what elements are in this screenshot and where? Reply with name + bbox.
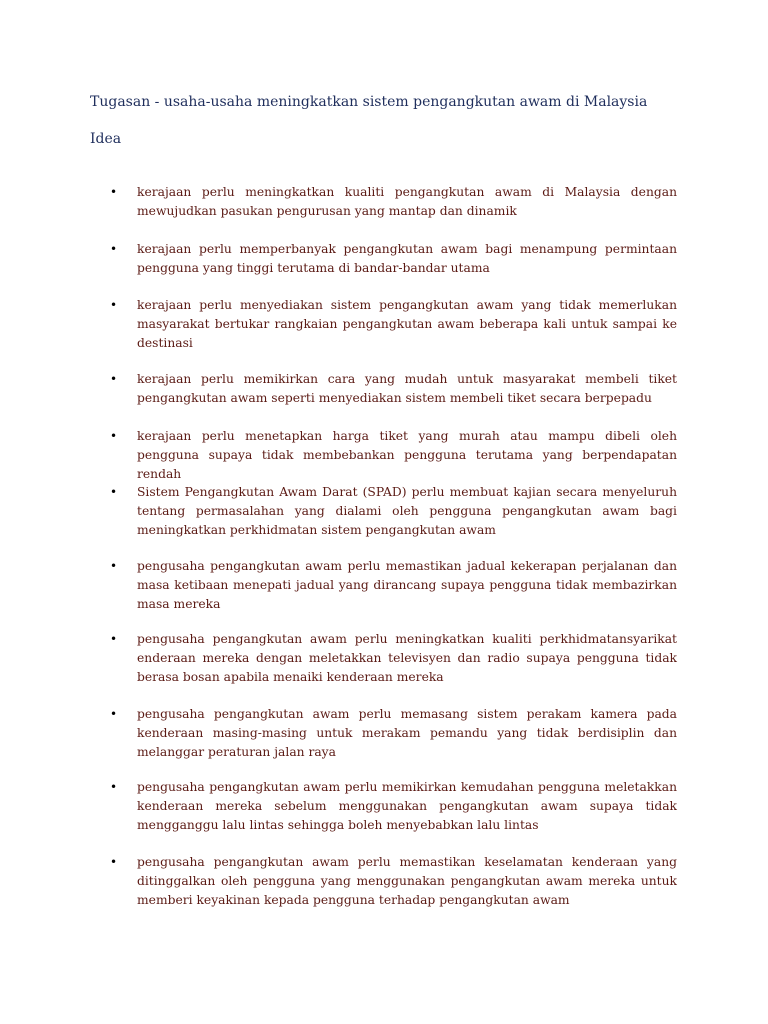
- list-item-text: kerajaan perlu menetapkan harga tiket yang murah atau mampu dibeli oleh pengguna supaya tidak membebankan pengguna terutama yang berpendapatan rendah: [137, 429, 677, 481]
- bullet-icon: •: [110, 298, 118, 312]
- list-item-text: pengusaha pengangkutan awam perlu memastikan keselamatan kenderaan yang ditinggalkan oleh pengguna yang menggunakan pengangkutan awam mereka untuk memberi keyakinan kepada pengguna terhadap pengangkutan awam: [137, 855, 677, 907]
- bullet-icon: •: [110, 707, 118, 721]
- list-item-text: pengusaha pengangkutan awam perlu meningkatkan kualiti perkhidmatansyarikat enderaan mereka dengan meletakkan televisyen dan radio supaya pengguna tidak berasa bosan apabila menaiki kenderaan mereka: [137, 632, 677, 684]
- list-item-text: pengusaha pengangkutan awam perlu memastikan jadual kekerapan perjalanan dan masa ketibaan menepati jadual yang dirancang supaya pengguna tidak membazirkan masa mereka: [137, 559, 677, 611]
- list-item-text: pengusaha pengangkutan awam perlu memikirkan kemudahan pengguna meletakkan kenderaan mereka sebelum menggunakan pengangkutan awam supaya tidak mengganggu lalu lintas sehingga boleh menyebabkan lalu lintas: [137, 780, 677, 832]
- list-item-text: Sistem Pengangkutan Awam Darat (SPAD) perlu membuat kajian secara menyeluruh tentang permasalahan yang dialami oleh pengguna pengangkutan awam bagi meningkatkan perkhidmatan sistem pengangkutan awam: [137, 485, 677, 537]
- list-item-text: kerajaan perlu menyediakan sistem pengangkutan awam yang tidak memerlukan masyarakat bertukar rangkaian pengangkutan awam beberapa kali untuk sampai ke destinasi: [137, 298, 677, 350]
- bullet-icon: •: [110, 185, 118, 199]
- bullet-icon: •: [110, 559, 118, 573]
- document-title: Tugasan - usaha-usaha meningkatkan sistem pengangkutan awam di Malaysia: [90, 94, 648, 110]
- bullet-icon: •: [110, 780, 118, 794]
- bullet-icon: •: [110, 855, 118, 869]
- list-item-text: kerajaan perlu memikirkan cara yang mudah untuk masyarakat membeli tiket pengangkutan awam seperti menyediakan sistem membeli tiket secara berpepadu: [137, 372, 677, 405]
- list-item-text: kerajaan perlu meningkatkan kualiti pengangkutan awam di Malaysia dengan mewujudkan pasukan pengurusan yang mantap dan dinamik: [137, 185, 677, 218]
- list-item-text: kerajaan perlu memperbanyak pengangkutan awam bagi menampung permintaan pengguna yang tinggi terutama di bandar-bandar utama: [137, 242, 677, 275]
- bullet-icon: •: [110, 429, 118, 443]
- section-heading: Idea: [90, 131, 122, 147]
- bullet-icon: •: [110, 485, 118, 499]
- bullet-icon: •: [110, 632, 118, 646]
- list-item-text: pengusaha pengangkutan awam perlu memasang sistem perakam kamera pada kenderaan masing-masing untuk merakam pemandu yang tidak berdisiplin dan melanggar peraturan jalan raya: [137, 707, 677, 759]
- bullet-icon: •: [110, 372, 118, 386]
- bullet-icon: •: [110, 242, 118, 256]
